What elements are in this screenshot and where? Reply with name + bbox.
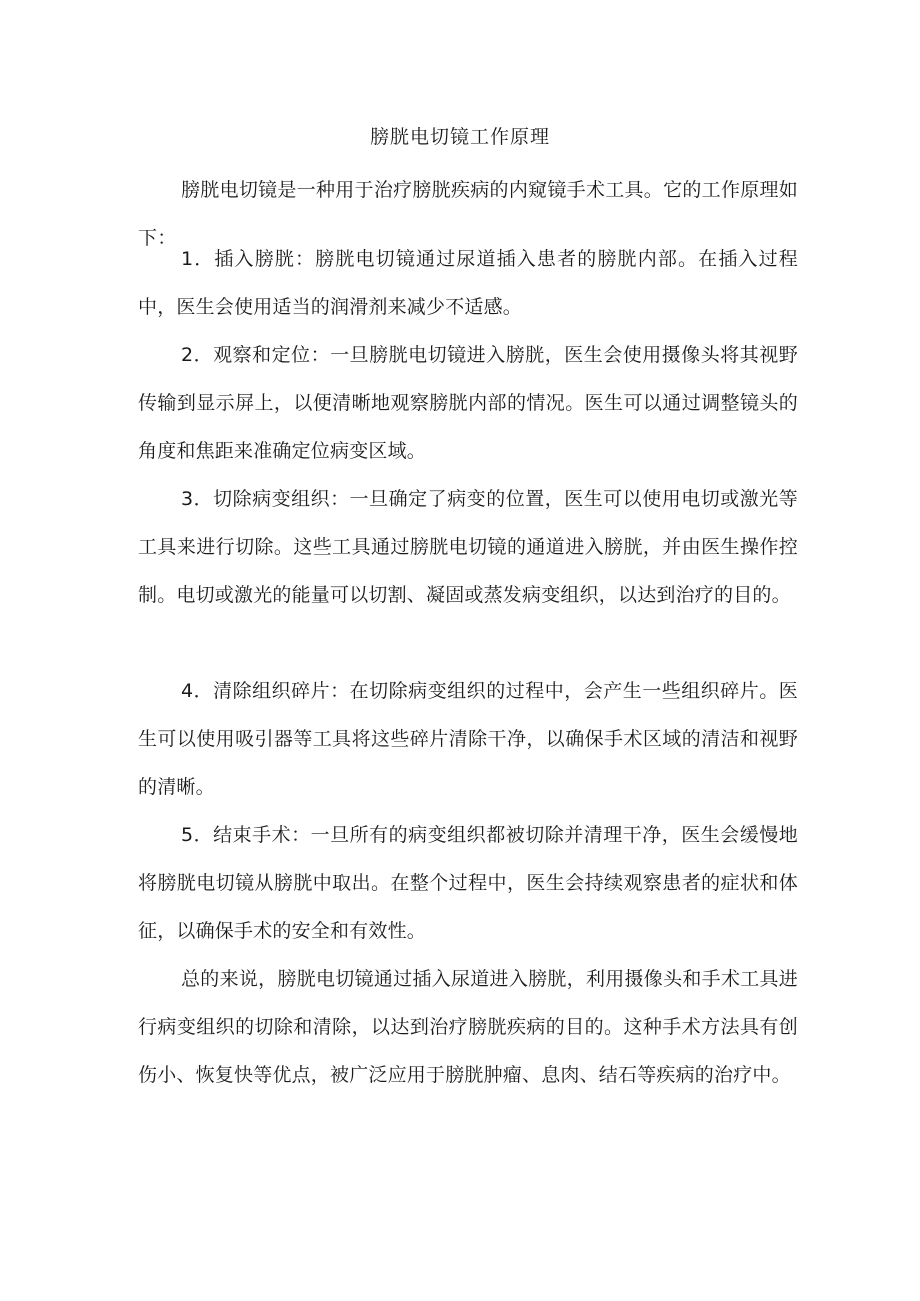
step-5-paragraph: 5．结束手术：一旦所有的病变组织都被切除并清理干净，医生会缓慢地将膀胱电切镜从膀胱中取出。在整个过程中，医生会持续观察患者的症状和体征，以确保手术的安全和有效性。 (138, 824, 798, 942)
document-title: 膀胱电切镜工作原理 (369, 126, 550, 148)
step-4-paragraph: 4．清除组织碎片：在切除病变组织的过程中，会产生一些组织碎片。医生可以使用吸引器等工具将这些碎片清除干净，以确保手术区域的清洁和视野的清晰。 (138, 680, 798, 798)
step-3-paragraph: 3．切除病变组织：一旦确定了病变的位置，医生可以使用电切或激光等工具来进行切除。这些工具通过膀胱电切镜的通道进入膀胱，并由医生操作控制。电切或激光的能量可以切割、凝固或蒸发病变组织，以达到治疗的目的。 (138, 488, 798, 606)
step-2-paragraph: 2．观察和定位：一旦膀胱电切镜进入膀胱，医生会使用摄像头将其视野传输到显示屏上，以便清晰地观察膀胱内部的情况。医生可以通过调整镜头的角度和焦距来准确定位病变区域。 (138, 344, 798, 462)
summary-paragraph: 总的来说，膀胱电切镜通过插入尿道进入膀胱，利用摄像头和手术工具进行病变组织的切除和清除，以达到治疗膀胱疾病的目的。这种手术方法具有创伤小、恢复快等优点，被广泛应用于膀胱肿瘤、息肉、结石等疾病的治疗中。 (138, 968, 798, 1086)
intro-paragraph: 膀胱电切镜是一种用于治疗膀胱疾病的内窥镜手术工具。它的工作原理如下： (138, 179, 798, 249)
step-1-paragraph: 1．插入膀胱：膀胱电切镜通过尿道插入患者的膀胱内部。在插入过程中，医生会使用适当的润滑剂来减少不适感。 (138, 248, 798, 318)
